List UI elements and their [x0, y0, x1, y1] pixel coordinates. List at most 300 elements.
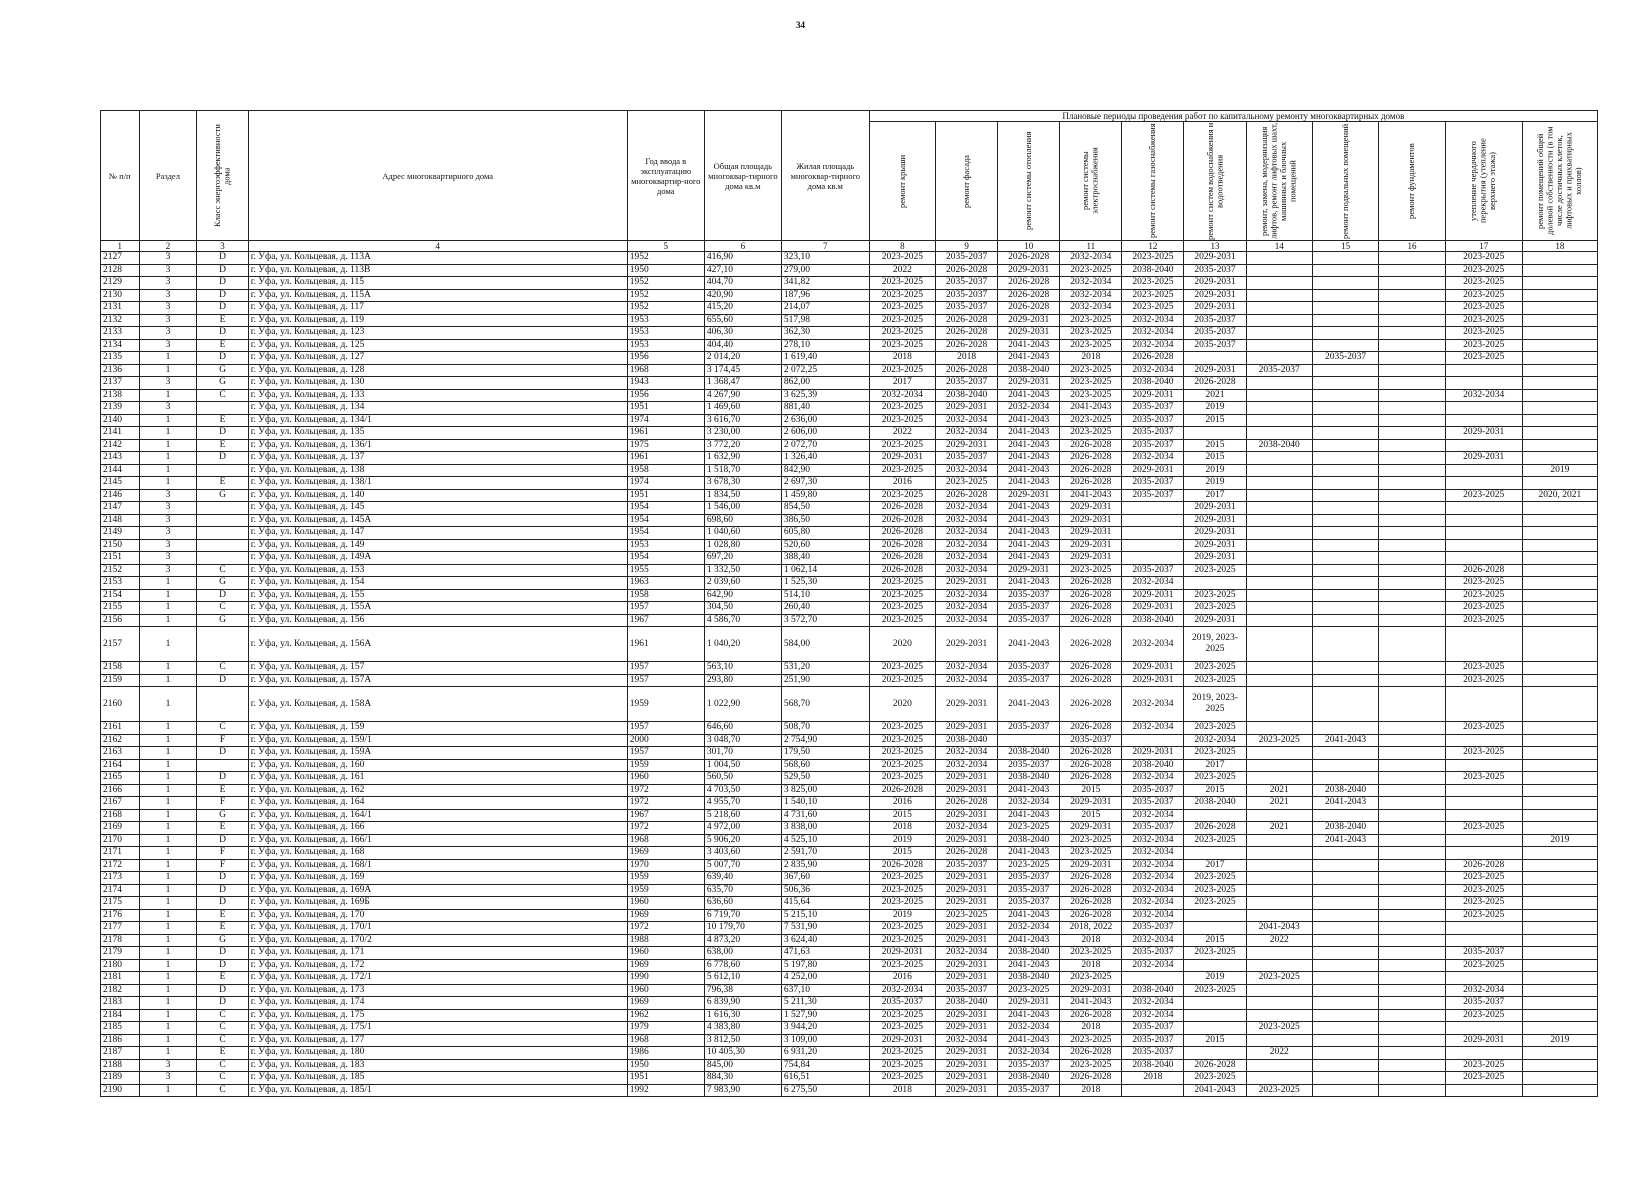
- address-cell: г. Уфа, ул. Кольцевая, д. 183: [248, 1059, 627, 1072]
- table-cell: 2023-2025: [1060, 427, 1122, 440]
- table-cell: 301,70: [704, 747, 781, 760]
- table-cell: [1184, 1047, 1246, 1060]
- table-cell: 638,00: [704, 947, 781, 960]
- table-cell: 2032-2034: [936, 464, 998, 477]
- table-cell: [1312, 439, 1378, 452]
- table-cell: 2035-2037: [869, 997, 935, 1010]
- table-cell: 2023-2025: [1184, 674, 1246, 687]
- table-cell: 2017: [1184, 859, 1246, 872]
- table-cell: 2032-2034: [936, 414, 998, 427]
- table-cell: [1246, 577, 1312, 590]
- table-cell: 2035-2037: [1122, 922, 1184, 935]
- table-cell: 2032-2034: [936, 759, 998, 772]
- table-cell: [1379, 1059, 1445, 1072]
- table-cell: 2023-2025: [936, 909, 998, 922]
- table-cell: 2035-2037: [1246, 364, 1312, 377]
- table-cell: E: [197, 1047, 248, 1060]
- address-cell: г. Уфа, ул. Кольцевая, д. 166: [248, 822, 627, 835]
- header-work-9: ремонт фасада: [936, 122, 998, 241]
- table-cell: 2035-2037: [936, 289, 998, 302]
- table-cell: 636,60: [704, 897, 781, 910]
- table-cell: 2032-2034: [936, 822, 998, 835]
- table-cell: 2041-2043: [998, 439, 1060, 452]
- table-cell: 2022: [869, 427, 935, 440]
- table-cell: 2032-2034: [1122, 577, 1184, 590]
- table-cell: [1312, 502, 1378, 515]
- table-cell: 2023-2025: [869, 289, 935, 302]
- table-cell: 2032-2034: [936, 614, 998, 627]
- table-cell: 2026-2028: [936, 264, 998, 277]
- table-cell: 2023-2025: [1122, 252, 1184, 265]
- table-cell: 2029-2031: [1122, 747, 1184, 760]
- table-row: [101, 627, 1598, 662]
- table-cell: [1184, 577, 1246, 590]
- table-cell: 2020, 2021: [1522, 489, 1597, 502]
- table-cell: 2023-2025: [1445, 722, 1522, 735]
- table-cell: 2026-2028: [1060, 577, 1122, 590]
- table-cell: [1379, 1072, 1445, 1085]
- table-cell: 2026-2028: [1060, 722, 1122, 735]
- table-cell: [1246, 552, 1312, 565]
- table-cell: G: [197, 577, 248, 590]
- table-cell: 1960: [627, 897, 704, 910]
- table-cell: 1 632,90: [704, 452, 781, 465]
- table-cell: [1522, 947, 1597, 960]
- table-row: [101, 1034, 1598, 1047]
- table-cell: 2029-2031: [936, 1022, 998, 1035]
- table-cell: 2041-2043: [1060, 997, 1122, 1010]
- table-cell: 2188: [101, 1059, 140, 1072]
- table-cell: [1246, 984, 1312, 997]
- table-cell: 2032-2034: [1122, 847, 1184, 860]
- address-cell: г. Уфа, ул. Кольцевая, д. 155А: [248, 602, 627, 615]
- table-cell: 2155: [101, 602, 140, 615]
- table-cell: 2022: [869, 264, 935, 277]
- table-cell: 1: [139, 722, 197, 735]
- table-cell: 2023-2025: [1184, 1072, 1246, 1085]
- table-cell: 2171: [101, 847, 140, 860]
- table-cell: 2029-2031: [998, 997, 1060, 1010]
- table-cell: [1312, 552, 1378, 565]
- table-cell: [1522, 389, 1597, 402]
- table-cell: [1184, 909, 1246, 922]
- table-row: [101, 302, 1598, 315]
- table-cell: [1379, 627, 1445, 662]
- table-cell: [1522, 377, 1597, 390]
- table-cell: 3 812,50: [704, 1034, 781, 1047]
- table-cell: 2032-2034: [1122, 959, 1184, 972]
- table-cell: 1: [139, 352, 197, 365]
- table-cell: 2026-2028: [1060, 759, 1122, 772]
- table-cell: 2041-2043: [998, 452, 1060, 465]
- table-cell: 3: [139, 502, 197, 515]
- table-cell: 2187: [101, 1047, 140, 1060]
- table-cell: G: [197, 614, 248, 627]
- address-cell: г. Уфа, ул. Кольцевая, д. 157: [248, 662, 627, 675]
- address-cell: г. Уфа, ул. Кольцевая, д. 158А: [248, 687, 627, 722]
- address-cell: г. Уфа, ул. Кольцевая, д. 156: [248, 614, 627, 627]
- table-cell: [1312, 602, 1378, 615]
- table-cell: 2041-2043: [1312, 797, 1378, 810]
- table-cell: D: [197, 772, 248, 785]
- table-cell: 2023-2025: [869, 722, 935, 735]
- table-cell: [197, 539, 248, 552]
- table-cell: 2023-2025: [1060, 339, 1122, 352]
- table-cell: 2023-2025: [869, 464, 935, 477]
- table-cell: [1522, 277, 1597, 290]
- table-cell: [1379, 514, 1445, 527]
- table-cell: [1312, 687, 1378, 722]
- table-cell: [1522, 687, 1597, 722]
- address-cell: г. Уфа, ул. Кольцевая, д. 161: [248, 772, 627, 785]
- table-cell: 2 014,20: [704, 352, 781, 365]
- table-cell: 2029-2031: [936, 772, 998, 785]
- table-cell: [1312, 389, 1378, 402]
- table-row: [101, 477, 1598, 490]
- table-cell: 2041-2043: [998, 502, 1060, 515]
- table-cell: [1246, 687, 1312, 722]
- table-cell: 698,60: [704, 514, 781, 527]
- table-cell: 2026-2028: [1060, 772, 1122, 785]
- column-number: 17: [1445, 241, 1522, 252]
- table-cell: 2032-2034: [1060, 277, 1122, 290]
- address-cell: г. Уфа, ул. Кольцевая, д. 138: [248, 464, 627, 477]
- table-cell: [1184, 809, 1246, 822]
- header-work-12: ремонт системы газоснабжения: [1122, 122, 1184, 241]
- table-cell: [1246, 302, 1312, 315]
- table-cell: [1184, 997, 1246, 1010]
- table-cell: 2023-2025: [1060, 834, 1122, 847]
- table-cell: C: [197, 389, 248, 402]
- table-cell: 2023-2025: [1445, 909, 1522, 922]
- table-cell: 2143: [101, 452, 140, 465]
- table-cell: 2026-2028: [936, 327, 998, 340]
- table-cell: [1246, 452, 1312, 465]
- table-cell: 2035-2037: [1060, 734, 1122, 747]
- table-cell: 2032-2034: [1122, 872, 1184, 885]
- table-cell: 2127: [101, 252, 140, 265]
- table-cell: [1312, 327, 1378, 340]
- table-cell: 2023-2025: [869, 439, 935, 452]
- table-cell: 1968: [627, 834, 704, 847]
- table-cell: [1522, 289, 1597, 302]
- table-cell: 2023-2025: [869, 759, 935, 772]
- table-cell: 1 332,50: [704, 564, 781, 577]
- table-cell: [197, 502, 248, 515]
- table-cell: 3: [139, 1072, 197, 1085]
- table-cell: [1246, 722, 1312, 735]
- table-cell: 1961: [627, 427, 704, 440]
- table-cell: [1312, 427, 1378, 440]
- address-cell: г. Уфа, ул. Кольцевая, д. 172: [248, 959, 627, 972]
- table-cell: 1969: [627, 997, 704, 1010]
- table-cell: C: [197, 602, 248, 615]
- table-cell: F: [197, 734, 248, 747]
- table-cell: 2035-2037: [1122, 1047, 1184, 1060]
- table-cell: 214,07: [781, 302, 869, 315]
- table-cell: 3 616,70: [704, 414, 781, 427]
- table-cell: 2035-2037: [1122, 427, 1184, 440]
- table-cell: 2029-2031: [936, 722, 998, 735]
- table-cell: 2023-2025: [1060, 314, 1122, 327]
- table-cell: [1379, 1034, 1445, 1047]
- table-cell: 2023-2025: [1060, 972, 1122, 985]
- table-cell: [1522, 972, 1597, 985]
- table-cell: 2029-2031: [936, 1084, 998, 1097]
- table-cell: [1122, 502, 1184, 515]
- table-cell: [1312, 959, 1378, 972]
- table-cell: [1312, 884, 1378, 897]
- table-cell: 1955: [627, 564, 704, 577]
- table-cell: [1122, 539, 1184, 552]
- table-cell: 2015: [1060, 784, 1122, 797]
- table-cell: [1379, 427, 1445, 440]
- table-cell: 341,82: [781, 277, 869, 290]
- table-cell: 2020: [869, 687, 935, 722]
- table-row: [101, 1047, 1598, 1060]
- table-cell: 2 606,00: [781, 427, 869, 440]
- table-cell: C: [197, 1009, 248, 1022]
- table-cell: [1246, 427, 1312, 440]
- table-cell: 388,40: [781, 552, 869, 565]
- table-cell: 2158: [101, 662, 140, 675]
- table-cell: 2026-2028: [869, 527, 935, 540]
- address-cell: г. Уфа, ул. Кольцевая, д. 168/1: [248, 859, 627, 872]
- table-cell: 2023-2025: [869, 734, 935, 747]
- header-work-18: ремонт помещений общей долевой собственности (в том числе достичных клеток, лифтовых и прихватирных холлов): [1522, 122, 1597, 241]
- table-cell: [1246, 884, 1312, 897]
- table-cell: [1246, 377, 1312, 390]
- table-cell: [1522, 859, 1597, 872]
- table-cell: G: [197, 489, 248, 502]
- table-cell: 2023-2025: [1445, 1009, 1522, 1022]
- table-cell: 1: [139, 687, 197, 722]
- table-cell: [197, 759, 248, 772]
- table-cell: 1972: [627, 784, 704, 797]
- table-cell: 1: [139, 872, 197, 885]
- table-cell: [1522, 527, 1597, 540]
- table-cell: 2018: [1060, 352, 1122, 365]
- table-cell: E: [197, 314, 248, 327]
- table-cell: 2154: [101, 589, 140, 602]
- table-cell: 2026-2028: [1184, 1059, 1246, 1072]
- table-cell: F: [197, 847, 248, 860]
- table-cell: [1246, 909, 1312, 922]
- table-cell: [1246, 464, 1312, 477]
- table-row: [101, 772, 1598, 785]
- table-cell: 2041-2043: [998, 514, 1060, 527]
- table-cell: [1522, 327, 1597, 340]
- table-cell: 2023-2025: [1445, 489, 1522, 502]
- table-cell: 3 838,00: [781, 822, 869, 835]
- table-cell: 406,30: [704, 327, 781, 340]
- column-number: 9: [936, 241, 998, 252]
- table-cell: 2032-2034: [1122, 687, 1184, 722]
- table-cell: 1: [139, 897, 197, 910]
- table-cell: 2029-2031: [1184, 527, 1246, 540]
- header-work-11: ремонт системы электроснабжения: [1060, 122, 1122, 241]
- table-cell: [1312, 377, 1378, 390]
- table-cell: 279,00: [781, 264, 869, 277]
- table-row: [101, 427, 1598, 440]
- table-cell: [1122, 514, 1184, 527]
- table-cell: 2023-2025: [1060, 264, 1122, 277]
- table-cell: 2018: [936, 352, 998, 365]
- address-cell: г. Уфа, ул. Кольцевая, д. 169Б: [248, 897, 627, 910]
- table-cell: 2035-2037: [998, 662, 1060, 675]
- table-cell: 2026-2028: [1060, 452, 1122, 465]
- table-cell: 2023-2025: [869, 327, 935, 340]
- table-cell: 2029-2031: [936, 439, 998, 452]
- table-cell: [1312, 514, 1378, 527]
- table-cell: 2147: [101, 502, 140, 515]
- table-cell: 2019, 2023-2025: [1184, 627, 1246, 662]
- table-cell: 2038-2040: [1122, 1059, 1184, 1072]
- table-cell: [1246, 589, 1312, 602]
- table-cell: D: [197, 289, 248, 302]
- table-cell: 1: [139, 834, 197, 847]
- table-cell: 2018: [869, 822, 935, 835]
- table-cell: 4 972,00: [704, 822, 781, 835]
- table-cell: 2029-2031: [1184, 514, 1246, 527]
- table-cell: 531,20: [781, 662, 869, 675]
- table-cell: 2041-2043: [998, 959, 1060, 972]
- table-cell: 3: [139, 327, 197, 340]
- table-cell: 2032-2034: [998, 1047, 1060, 1060]
- table-cell: [1379, 489, 1445, 502]
- table-cell: 2023-2025: [869, 1047, 935, 1060]
- table-cell: 2041-2043: [998, 339, 1060, 352]
- table-cell: [1445, 972, 1522, 985]
- table-cell: [197, 527, 248, 540]
- table-cell: 4 267,90: [704, 389, 781, 402]
- table-cell: [1246, 947, 1312, 960]
- table-cell: [1312, 314, 1378, 327]
- table-cell: 2174: [101, 884, 140, 897]
- table-cell: 3 678,30: [704, 477, 781, 490]
- table-cell: 2029-2031: [936, 784, 998, 797]
- table-cell: E: [197, 972, 248, 985]
- address-cell: г. Уфа, ул. Кольцевая, д. 128: [248, 364, 627, 377]
- table-cell: 2023-2025: [1445, 277, 1522, 290]
- table-cell: 1960: [627, 772, 704, 785]
- table-cell: 1959: [627, 872, 704, 885]
- table-cell: [1246, 627, 1312, 662]
- column-number: 2: [139, 241, 197, 252]
- table-cell: 2035-2037: [998, 722, 1060, 735]
- table-cell: 1: [139, 972, 197, 985]
- table-cell: 2023-2025: [869, 922, 935, 935]
- table-cell: 2019: [1184, 402, 1246, 415]
- table-cell: 2041-2043: [998, 389, 1060, 402]
- table-cell: [1522, 997, 1597, 1010]
- table-cell: 1957: [627, 747, 704, 760]
- table-cell: [1312, 452, 1378, 465]
- table-cell: 2023-2025: [869, 602, 935, 615]
- table-cell: 251,90: [781, 674, 869, 687]
- table-cell: [1379, 577, 1445, 590]
- table-cell: [1522, 602, 1597, 615]
- table-row: [101, 377, 1598, 390]
- page-number: 34: [796, 20, 805, 30]
- table-cell: 2180: [101, 959, 140, 972]
- table-cell: 2041-2043: [998, 847, 1060, 860]
- table-cell: 2029-2031: [1060, 502, 1122, 515]
- table-cell: 2026-2028: [998, 277, 1060, 290]
- table-cell: 2017: [1184, 759, 1246, 772]
- table-cell: 1: [139, 984, 197, 997]
- table-cell: [1379, 477, 1445, 490]
- table-cell: 2023-2025: [1060, 564, 1122, 577]
- column-number: 6: [704, 241, 781, 252]
- table-cell: 1: [139, 947, 197, 960]
- table-cell: 2029-2031: [1184, 289, 1246, 302]
- table-cell: [197, 464, 248, 477]
- table-cell: 2018, 2022: [1060, 922, 1122, 935]
- table-cell: 2156: [101, 614, 140, 627]
- table-cell: 404,70: [704, 277, 781, 290]
- table-cell: 3: [139, 377, 197, 390]
- table-cell: [1312, 872, 1378, 885]
- table-cell: [1445, 402, 1522, 415]
- table-cell: 3: [139, 564, 197, 577]
- table-cell: 2035-2037: [1122, 1034, 1184, 1047]
- table-cell: 1968: [627, 1034, 704, 1047]
- table-cell: 2023-2025: [869, 302, 935, 315]
- table-cell: C: [197, 722, 248, 735]
- table-cell: [1312, 627, 1378, 662]
- address-cell: г. Уфа, ул. Кольцевая, д. 140: [248, 489, 627, 502]
- table-cell: 2151: [101, 552, 140, 565]
- table-cell: 4 586,70: [704, 614, 781, 627]
- table-cell: [1312, 1072, 1378, 1085]
- table-cell: 3: [139, 264, 197, 277]
- table-cell: 2029-2031: [1060, 984, 1122, 997]
- table-cell: C: [197, 1059, 248, 1072]
- address-cell: г. Уфа, ул. Кольцевая, д. 115: [248, 277, 627, 290]
- table-cell: 2032-2034: [936, 527, 998, 540]
- table-cell: 842,90: [781, 464, 869, 477]
- table-cell: [1379, 414, 1445, 427]
- table-cell: 605,80: [781, 527, 869, 540]
- table-cell: 2023-2025: [1445, 614, 1522, 627]
- table-cell: 2035-2037: [936, 252, 998, 265]
- table-cell: 2019: [869, 834, 935, 847]
- table-cell: 2035-2037: [936, 452, 998, 465]
- table-cell: 2026-2028: [936, 489, 998, 502]
- table-cell: 2023-2025: [869, 614, 935, 627]
- table-cell: 2169: [101, 822, 140, 835]
- table-cell: 2035-2037: [998, 614, 1060, 627]
- table-cell: 2023-2025: [998, 822, 1060, 835]
- table-cell: 2144: [101, 464, 140, 477]
- table-cell: 1953: [627, 327, 704, 340]
- table-cell: 2032-2034: [936, 427, 998, 440]
- table-cell: [1522, 339, 1597, 352]
- table-cell: 2026-2028: [1060, 747, 1122, 760]
- table-cell: 854,50: [781, 502, 869, 515]
- table-cell: [1246, 327, 1312, 340]
- table-cell: 2029-2031: [998, 264, 1060, 277]
- table-cell: [197, 514, 248, 527]
- table-cell: G: [197, 364, 248, 377]
- table-cell: 1 540,10: [781, 797, 869, 810]
- table-cell: 2181: [101, 972, 140, 985]
- table-cell: 2023-2025: [1122, 289, 1184, 302]
- table-cell: 2035-2037: [1122, 797, 1184, 810]
- table-cell: [1445, 464, 1522, 477]
- table-cell: 2029-2031: [1122, 389, 1184, 402]
